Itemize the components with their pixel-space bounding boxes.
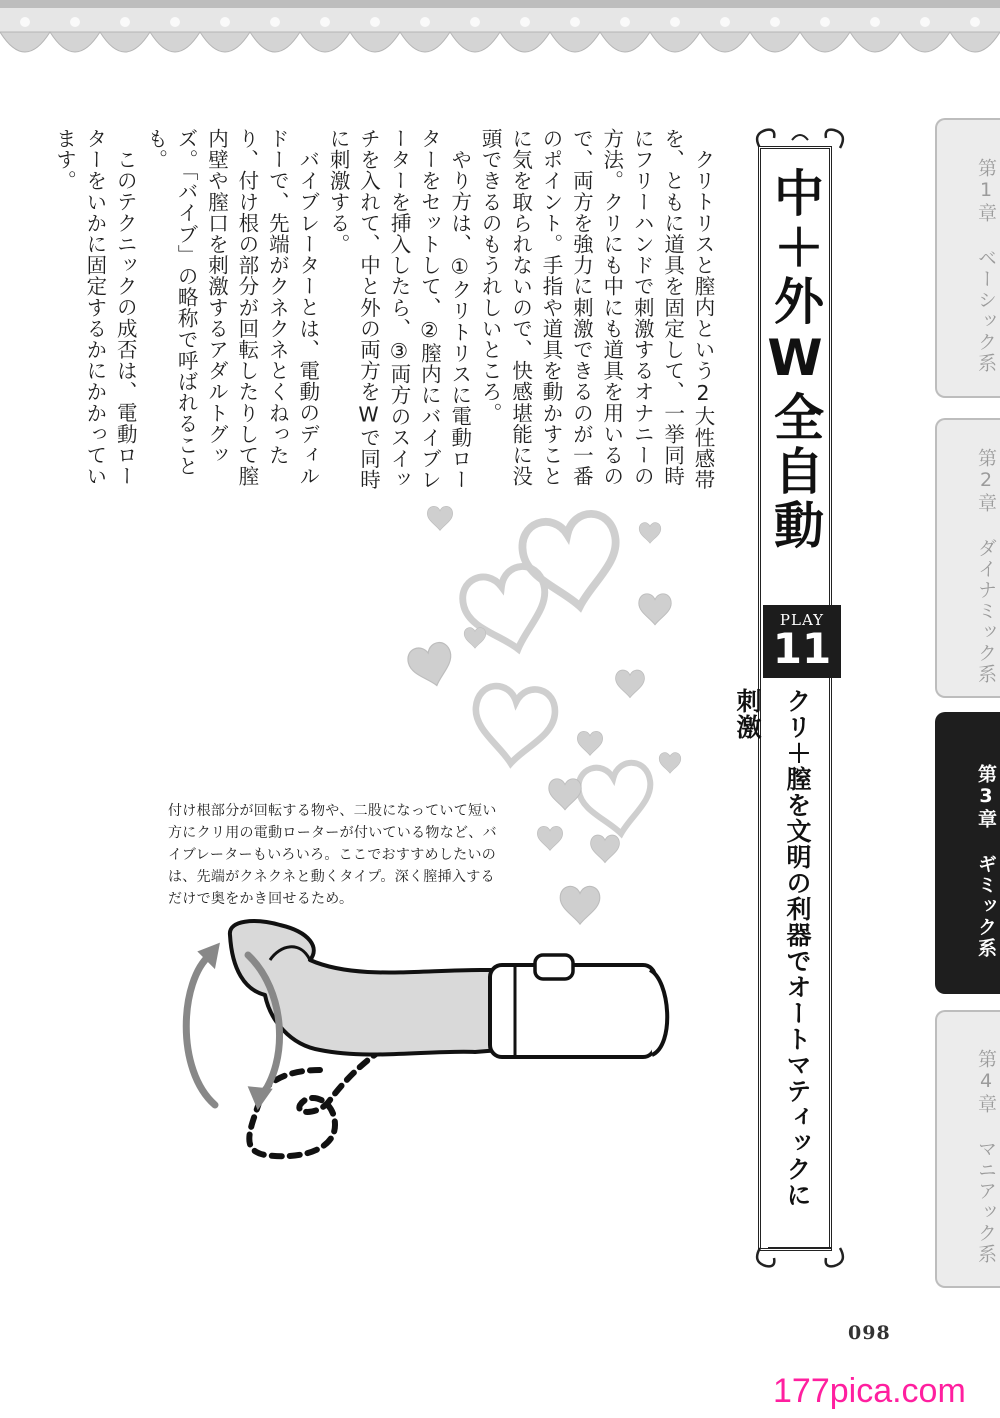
page-number: 098: [848, 1322, 891, 1344]
play-label: PLAY: [779, 611, 825, 629]
tab-chapter-2[interactable]: 第2章 ダイナミック系: [935, 418, 1000, 698]
body-paragraph-2: やり方は、①クリトリスに電動ローターをセットして、②膣内にバイブレーターを挿入したら、③両方のスイッチを入れて、中と外の両方をWで同時に刺激する。: [326, 128, 472, 491]
heart-icon: [405, 640, 457, 691]
vibrator-illustration: [170, 900, 690, 1170]
lace-border: [0, 0, 1000, 80]
body-paragraph-3: バイブレーターとは、電動のディルドーで、先端がクネクネとくねったり、付け根の部分が回転したりして膣内壁や膣口を刺激するアダルトグッズ。「バイブ」の略称で呼ばれることも。: [143, 128, 320, 487]
watermark: 177pica.com: [773, 1372, 966, 1410]
play-badge: [763, 605, 841, 678]
body-text: [52, 128, 718, 498]
page-title: 中＋外W全自動: [766, 167, 824, 553]
illustration-caption: 付け根部分が回転する物や、二股になっていて短い方にクリ用の電動ローターが付いている物など、バイブレーターもいろいろ。ここでおすすめしたいのは、先端がクネクネと動くタイプ。深く膣挿入するだけで奥をかき回せるため。: [168, 803, 497, 907]
body-paragraph-1: クリトリスと膣内という2大性感帯を、ともに道具を固定して、一挙同時にフリーハンドで刺激するオナニーの方法。クリにも中にも道具を用いるので、両方を強力に刺激できるのが一番のポイント。手指や道具を動かすことに気を取られないので、快感堪能に没頭できるのもうれしいところ。: [478, 128, 715, 490]
ornament-bottom-icon: [748, 1238, 852, 1278]
play-number: 11: [772, 624, 832, 673]
page-subtitle: クリ＋膣を文明の利器でオートマティックに刺激: [733, 688, 812, 1208]
body-paragraph-4: このテクニックの成否は、電動ローターをいかに固定するかにかかっています。: [52, 128, 138, 487]
tab-chapter-1[interactable]: 第1章 ベーシック系: [935, 118, 1000, 398]
tab-chapter-3[interactable]: 第3章 ギミック系: [935, 712, 1000, 994]
tab-chapter-4[interactable]: 第4章 マニアック系: [935, 1010, 1000, 1288]
rotation-arrow-icon: [186, 955, 215, 1105]
